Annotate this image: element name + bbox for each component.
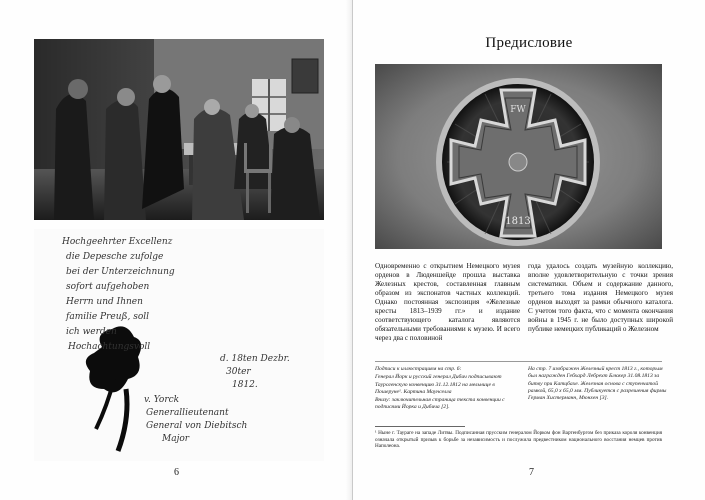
page-heading: Предисловие (485, 35, 573, 51)
manuscript-line-7: ich werden (66, 327, 117, 337)
manuscript-line-5: Herrn und Ihnen (66, 297, 143, 307)
manuscript-image (34, 229, 324, 461)
manuscript-line-2: die Depesche zufolge (66, 252, 164, 262)
manuscript-signature-rank: Generallieutenant (146, 408, 229, 418)
caption-column-2 (528, 366, 668, 403)
caption-left-text-2: Внизу: заключительная страница текста конвенции с подписями Йорка и Дибича [2]. (375, 397, 505, 411)
caption-column-1 (375, 366, 515, 413)
page-number-right: 7 (529, 467, 534, 478)
manuscript-line-3: bei der Unterzeichnung (66, 267, 175, 277)
manuscript-signature-diebitsch: General von Diebitsch (146, 421, 248, 431)
caption-left-title: Подписи к иллюстрациям на стр. 6: (375, 366, 462, 372)
manuscript-line-1: Hochgeehrter Excellenz (62, 237, 173, 247)
svg-text:FW: FW (510, 105, 526, 115)
manuscript-year: 1812. (232, 380, 258, 390)
page-number-left: 6 (174, 467, 179, 478)
manuscript-date: d. 18ten Dezbr. (220, 354, 290, 364)
caption-left-text-1: Генерал Йорк и русский генерал Дибич подписывают Таурогенскую конвенцию 31.12.1812 на мельнице в Пошеруне¹. Картина Маунселла (375, 374, 502, 395)
manuscript-signature-yorck: v. Yorck (144, 395, 180, 405)
manuscript-line-6: familie Preuß, soll (66, 312, 150, 322)
body-paragraph-2: года удалось создать музейную коллекцию, вполне удовлетворительную с точки зрения систематики. Объем и содержание данного, третьего тома издания Немецкого музея орденов выходят за рамки обычного каталога. С учетом того факта, что с момента окончания войны в 1945 г. не было доступных широкой публике немецких публикаций о Железном (528, 262, 673, 334)
right-page (353, 0, 705, 500)
medal-year-text: 1813 (505, 216, 531, 227)
body-column-1 (375, 262, 520, 343)
caption-divider (375, 361, 662, 362)
manuscript-signature-major: Major (162, 434, 190, 444)
iron-cross-medal-image (375, 64, 662, 249)
footnote: ¹ Ныне г. Таураге на западе Литвы. Подписанная прусским генералом Йорком фон Вартенбургом без приказа короля конвенция означала открытый призыв к борьбе за независимость и послужила предвестником национального восстания немцев против Наполеона. (375, 430, 662, 450)
manuscript-line-8: Hochachtungsvoll (68, 342, 151, 352)
body-paragraph-1: Одновременно с открытием Немецкого музея орденов в Люденшейде прошла выставка Железных крестов, составленная главным образом из экспонатов частных коллекций. Однако постоянная экспозиция «Железные кресты 1813–1939 гг.» и издание соответствующего каталога являются обязательными требованиями к музею. И всего через два с половиной (375, 262, 520, 343)
painting-image (34, 39, 324, 220)
manuscript-date-2: 30ter (226, 367, 251, 377)
body-column-2 (528, 262, 673, 334)
caption-right-text: На стр. 7 изображен Железный крест 1813 г., которым был награжден Гебхард Лебрехт Блюхер 31.08.1813 за битву при Катцбахе. Железная основа с ступенчатой рамкой, 65,0 х 65,0 мм. Публикуется с разрешения фирмы Герман Хистерманн, Мюнхен [3]. (528, 366, 667, 402)
manuscript-line-4: sofort aufgehoben (66, 282, 150, 292)
footnote-divider (375, 426, 465, 427)
